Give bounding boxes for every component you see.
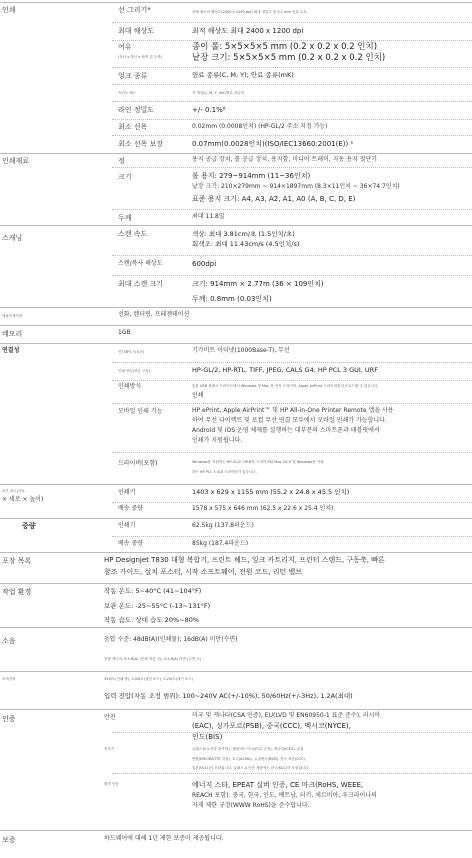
row-value: 0.02mm (0.0008인치) (HP-GL/2 주소 지정 가능) [192, 123, 328, 130]
row-sublabel: (상단 x 하단 x 좌측 및 우측) [118, 55, 162, 59]
row-value: 1403 x 629 x 1155 mm (55.2 x 24.8 x 45.5 인치) [192, 488, 350, 496]
row-value: 에너지 스타, EPEAT 실버 인증, CE 마크(RoHS, WEEE, [192, 781, 364, 789]
row-value: 참조 가이드, 설치 포스터, 시작 소프트웨어, 전원 코드, 리턴 밸브 [104, 568, 302, 576]
row-value: 최대 11.8밀 [192, 213, 225, 220]
category-dimensions: 외부 치수(가로 [2, 489, 25, 493]
row-label: 스캔 속도 [118, 230, 148, 238]
divider [0, 225, 472, 226]
row-label: 인터페이스(표준) [118, 350, 145, 354]
category-connectivity: 연결성 [2, 347, 20, 354]
row-value: 0.07mm(0.0028인치)(ISO/IEC13660:2001(E)) ¹ [192, 140, 354, 148]
row-value: 미국 및 캐나다(CSA 인증), EU(LVD 및 EN60950-1 표준 준수), 러시아 [192, 712, 381, 719]
divider [0, 343, 472, 344]
row-value: 인쇄가 지원됩니다. [192, 437, 243, 444]
row-value: 연합(EMC/R&TTE 지침), 호주(ACMA), 뉴질랜드(RSM), 중국 표준(CCC), [192, 757, 306, 761]
divider [0, 830, 472, 831]
row-label: 선 그리기* [118, 6, 151, 14]
row-value: HP ePrint, Apple AirPrint™ 및 HP All-in-One Printer Remote 앱을 사용 [192, 407, 394, 414]
row-value: 하드웨어에 대해 1년 제한 보증이 제공됩니다. [104, 835, 224, 842]
divider [0, 518, 472, 519]
row-value: 기가비트 이더넷(1000Base-T), 무선 [192, 347, 290, 354]
divider [0, 552, 472, 553]
row-value: 음향 에너지: 6.5 B(A) (인쇄 작업 시); 3.4 B(A) 미만 (수면 시) [104, 657, 201, 661]
row-value: 인도(BIS) [192, 733, 223, 741]
row-value: 1578 x 575 x 646 mm (62.5 x 22.6 x 25.4 인치) [192, 505, 334, 512]
row-value: (EAC), 싱가포르(PSB), 중국(CCC), 멕시코(NYCE), [192, 722, 351, 730]
row-label: 환경 인증 [104, 782, 119, 786]
row-label: 프린트 헤드 [118, 91, 137, 95]
row-label: 여유 [118, 43, 132, 51]
divider [0, 307, 472, 308]
category-dimensions-2: × 세로 × 높이) [2, 496, 44, 503]
row-value: 선화, 렌더링, 프레젠테이션 [118, 311, 190, 318]
category-environment: 작업 환경 [2, 588, 32, 596]
row-label: 두께 [118, 214, 132, 222]
row-value: Windows용 지원하는 HP-GL/2, HP-RTL 드라이버와 Mac OS X 및 Windows용 지원 [192, 460, 324, 464]
category-box: 포장 목록 [2, 557, 32, 565]
row-label: 정 [118, 157, 125, 165]
category-print: 인쇄 [2, 6, 16, 14]
category-certification: 인증 [2, 715, 16, 723]
category-weight: 중량 [22, 522, 36, 530]
row-value: 표준 용지 크기: A4, A3, A2, A1, A0 (A, B, C, D, E) [192, 195, 356, 203]
divider [0, 325, 472, 326]
category-warranty: 보증 [2, 836, 16, 844]
row-label: 최소 선폭 [118, 123, 148, 131]
row-value: 롤 용지: 279~914mm (11~36인치) [192, 172, 311, 180]
row-value: 용지 공급 장치, 롤 공급 장치, 용지함, 미디어 트레이, 자동 용지 절단기 [192, 156, 378, 163]
row-label: 최대 스캔 크기 [118, 280, 164, 288]
divider [0, 484, 472, 485]
row-value: 작동 습도: 상대 습도 20%~80% [104, 616, 200, 624]
row-value: 선례 최소의 해상도(2400 x 1200 dpi) 최대 정밀도 및 0.1 mm 선폭 수록. [192, 10, 308, 14]
category-scan: 스캐닝 [2, 234, 23, 242]
divider [0, 671, 472, 672]
row-value: HP Designjet T830 대형 복합기, 프린트 헤드, 잉크 카트리지, 프린터 스탠드, 구동축, 빠른 [104, 556, 385, 564]
row-value: 회색조: 최대 11.43cm/s (4.5인치/s) [192, 240, 300, 248]
category-memory: 메모리 [2, 330, 23, 338]
row-label: 인쇄기 [118, 489, 136, 496]
row-value: 각 색상(C, M, Y, mK)별로 하나씩 [192, 91, 244, 95]
row-label: 모바일 인쇄 기능 [118, 408, 163, 415]
row-value: 600dpi [192, 260, 217, 268]
row-value: 염료 종류(C, M, Y); 안료 종류(mK) [192, 71, 294, 79]
row-label: 인쇄기 [118, 522, 136, 529]
row-label: 크기 [118, 173, 132, 181]
row-value: 낱장 크기: 5×5×5×5 mm (0.2 x 0.2 x 0.2 인치) [192, 53, 386, 63]
row-value: 종이 롤: 5×5×5×5 mm (0.2 x 0.2 x 0.2 인치) [192, 42, 378, 52]
row-value: 색상: 최대 3.81cm/초 (1.5인치/초) [192, 230, 295, 238]
row-value: 음압 수준: 48dB(A)(인쇄물); 16dB(A) 미만(수면) [104, 636, 238, 643]
row-value: 크기: 914mm × 2.77m (36 × 109인치) [192, 280, 324, 288]
row-value: 하여 무선 다이렉트 및 로컬 무선 연결 모두에서 모바일 인쇄가 가능합니다. [192, 417, 387, 424]
row-value: 보관 온도: -25~55°C (-13~131°F) [104, 602, 211, 610]
row-label: 라인 정밀도 [118, 106, 155, 114]
row-label: 잉크 종류 [118, 72, 148, 80]
row-label: 인쇄 언어(표준 구성) [118, 369, 151, 373]
row-value: 최적 해상도 최대 2400 x 1200 dpi [192, 27, 304, 35]
row-value: +/- 0.1%⁶ [192, 106, 226, 114]
row-label: 인쇄방식 [118, 383, 142, 390]
row-label: 배송 중량 [118, 540, 144, 547]
row-value: HP-GL/2, HP-RTL, TIFF, JPEG, CALS G4, HP PCL 3 GUI, URF [192, 366, 378, 374]
divider [0, 153, 472, 154]
row-value: 35와트(인쇄 중), 3.5와트(절전 모드), 0.2와트(대기 모드) [104, 677, 194, 681]
row-value: 1GB [118, 329, 131, 336]
row-value: 하는 HP PCL 3 GUI 드라이버가 있습니다. [192, 470, 257, 474]
row-label: 최대 해상도 [118, 27, 155, 35]
row-value: Android 및 iOS 운영 체제를 실행하는 대부분의 스마트폰과 태블릿에서 [192, 427, 380, 434]
row-value: 작동 온도: 5~40°C (41~104°F) [104, 587, 202, 595]
divider [0, 2, 472, 3]
row-value: 클래스 B 요건을 충족하는 제품에는 미국(FCC 규정), 캐나다(ICES), 유럽 [192, 747, 304, 751]
row-value: 입력 전압(자동 조정 범위): 100~240V AC(+/-10%), 50/60Hz(+/-3Hz), 1.2A(최대) [104, 692, 353, 700]
row-value: 자재 제한 규정(WWW RoHS)을 준수합니다. [192, 802, 310, 809]
row-value: 일본(VCCI)이 포함됩니다. 클래스 A 인증 제품에는 한국(KCC)이 포함됩니다. [192, 766, 310, 770]
category-media: 인쇄재료 [2, 157, 30, 165]
row-label: 드라이버(포함) [118, 460, 158, 467]
row-value: 62.5kg (137.8파운드) [192, 522, 254, 529]
category-noise: 소음 [2, 637, 16, 645]
divider [0, 583, 472, 584]
row-value: REACH 포함). 중국, 한국, 인도, 베트남, 터키, 세르비아, 우크라이나의 [192, 792, 377, 799]
row-value: 두께: 0.8mm (0.03인치) [192, 295, 272, 303]
row-note: 통합 USB 플래시 드라이브에서 Windows 및 Mac 용 전자 드라이버, Apple AirPrint 드라이버를 다운로드할 수 있습니다. [192, 384, 379, 388]
row-label: 배송 중량 [118, 505, 144, 512]
divider [0, 627, 472, 628]
row-label: 최소 선폭 보장 [118, 140, 164, 148]
category-apps: 애플리케이션 [2, 314, 23, 318]
row-label: 전자기 [104, 747, 115, 751]
row-label: 안전 [104, 714, 116, 721]
row-value: 인쇄 [192, 392, 204, 399]
row-value: 85kg (187.4파운드) [192, 540, 249, 547]
category-power: 소비전력 [2, 677, 16, 681]
divider [0, 709, 472, 710]
row-label: 스캔/복사 해상도 [118, 260, 163, 267]
row-value: 낱장 크기: 210×279mm ~ 914×1897mm (8.3×11인치 ~ 36×74.7인치) [192, 183, 400, 190]
